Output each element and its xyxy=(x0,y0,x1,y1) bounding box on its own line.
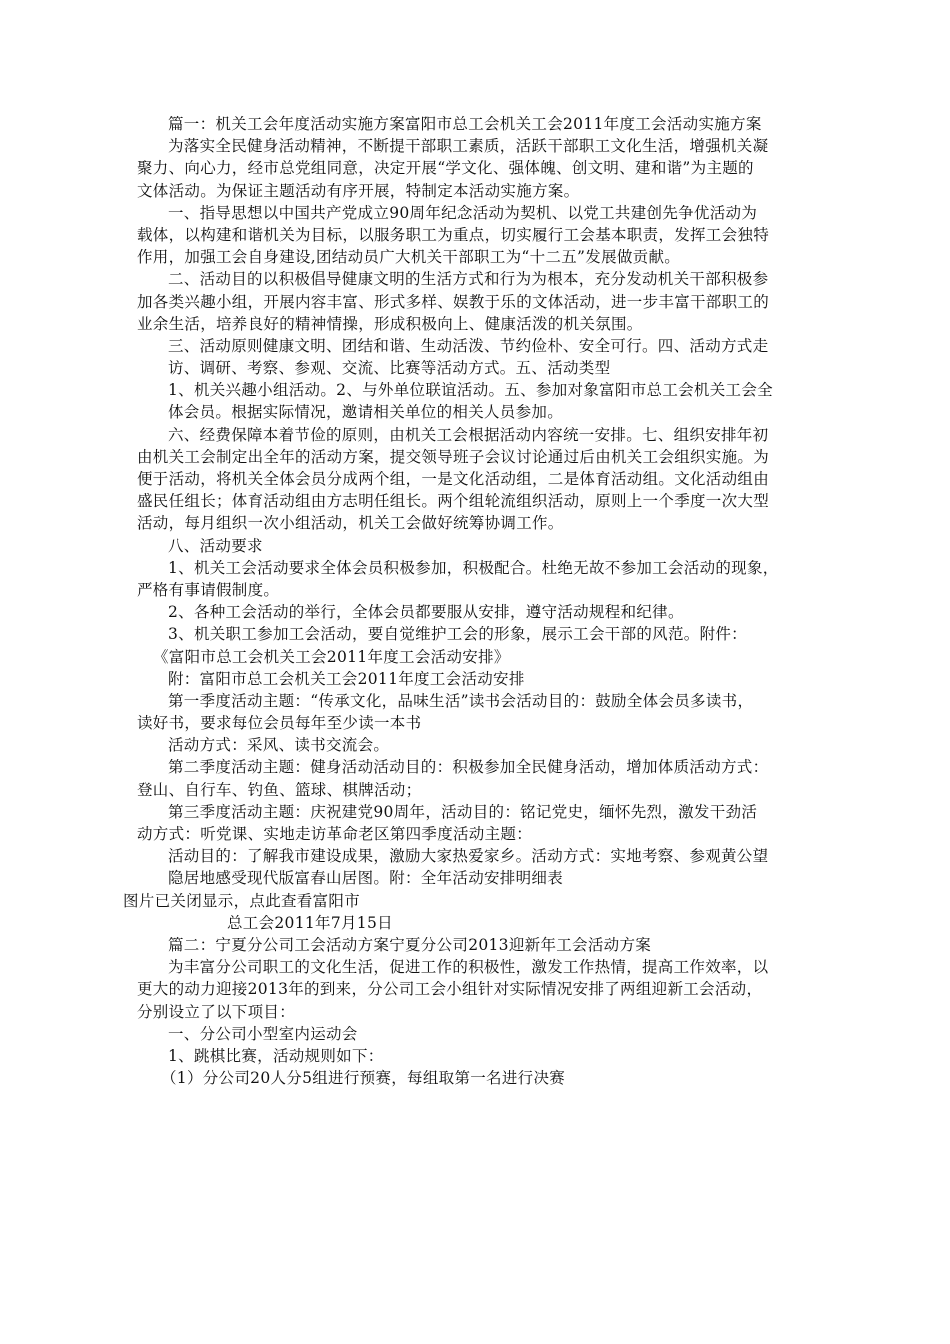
text-line: 更大的动力迎接2013年的到来，分公司工会小组针对实际情况安排了两组迎新工会活动， xyxy=(137,980,763,999)
text-line: 分别设立了以下项目： xyxy=(137,1002,296,1021)
text-line: 《富阳市总工会机关工会2011年度工会活动安排》 xyxy=(153,647,510,666)
text-line: 访、调研、考察、参观、交流、比赛等活动方式。五、活动类型 xyxy=(168,359,611,378)
text-line: 登山、自行车、钓鱼、篮球、棋牌活动； xyxy=(137,780,422,799)
text-line: 1、跳棋比赛，活动规则如下： xyxy=(168,1046,384,1065)
text-line: 第二季度活动主题：健身活动活动目的：积极参加全民健身活动，增加体质活动方式： xyxy=(168,758,769,777)
image-disabled-link[interactable]: 图片已关闭显示，点此查看富阳市 xyxy=(123,891,361,910)
text-line: 1、机关工会活动要求全体会员积极参加，积极配合。杜绝无故不参加工会活动的现象， xyxy=(168,558,779,577)
text-line: 第一季度活动主题：“传承文化，品味生活”读书会活动目的：鼓励全体会员多读书， xyxy=(168,691,754,710)
text-line: 载体，以构建和谐机关为目标，以服务职工为重点，切实履行工会基本职责，发挥工会独特 xyxy=(137,225,770,244)
document-date: 总工会2011年7月15日 xyxy=(227,913,393,932)
text-line: 一、分公司小型室内运动会 xyxy=(168,1024,358,1043)
text-line: 活动目的：了解我市建设成果，激励大家热爱家乡。活动方式：实地考察、参观黄公望 xyxy=(168,847,769,866)
text-line: 作用，加强工会自身建设,团结动员广大机关干部职工为“十二五”发展做贡献。 xyxy=(137,248,681,267)
text-line: 为落实全民健身活动精神，不断提干部职工素质，活跃干部职工文化生活，增强机关凝 xyxy=(168,137,769,156)
text-line: 严格有事请假制度。 xyxy=(137,580,280,599)
text-line: 活动，每月组织一次小组活动，机关工会做好统筹协调工作。 xyxy=(137,514,564,533)
text-line: 业余生活，培养良好的精神情操，形成积极向上、健康活泼的机关氛围。 xyxy=(137,314,643,333)
text-line: 读好书，要求每位会员每年至少读一本书 xyxy=(137,714,422,733)
text-line: 盛民任组长；体育活动组由方志明任组长。两个组轮流组织活动，原则上一个季度一次大型 xyxy=(137,492,770,511)
document-page xyxy=(123,113,820,1089)
text-line: 二、活动目的以积极倡导健康文明的生活方式和行为为根本，充分发动机关干部积极参 xyxy=(168,270,769,289)
text-line: 八、活动要求 xyxy=(168,536,263,555)
text-line: 为丰富分公司职工的文化生活，促进工作的积极性，激发工作热情，提高工作效率，以 xyxy=(168,958,769,977)
text-line: 由机关工会制定出全年的活动方案，提交领导班子会议讨论通过后由机关工会组织实施。为 xyxy=(137,447,770,466)
text-line: 动方式：听党课、实地走访革命老区第四季度活动主题： xyxy=(137,825,533,843)
text-line: 2、各种工会活动的举行，全体会员都要服从安排，遵守活动规程和纪律。 xyxy=(168,603,684,622)
text-line: 三、活动原则健康文明、团结和谐、生动活泼、节约俭朴、安全可行。四、活动方式走 xyxy=(168,336,769,355)
text-line: （1）分公司20人分5组进行预赛，每组取第一名进行决赛 xyxy=(161,1069,566,1088)
text-line: 附：富阳市总工会机关工会2011年度工会活动安排 xyxy=(168,669,525,688)
text-line: 加各类兴趣小组，开展内容丰富、形式多样、娱教于乐的文体活动，进一步丰富干部职工的 xyxy=(137,292,770,311)
text-line: 第三季度活动主题：庆祝建党90周年，活动目的：铭记党史，缅怀先烈，激发干劲活 xyxy=(168,802,758,821)
text-line: 篇一：机关工会年度活动实施方案富阳市总工会机关工会2011年度工会活动实施方案 xyxy=(168,115,762,133)
text-line: 文体活动。为保证主题活动有序开展，特制定本活动实施方案。 xyxy=(137,181,580,200)
text-line: 3、机关职工参加工会活动，要自觉维护工会的形象，展示工会干部的风范。附件： xyxy=(168,625,747,644)
text-line: 一、指导思想以中国共产党成立90周年纪念活动为契机、以党工共建创先争优活动为 xyxy=(168,203,758,222)
text-line: 篇二：宁夏分公司工会活动方案宁夏分公司2013迎新年工会活动方案 xyxy=(168,935,652,954)
text-line: 活动方式：采风、读书交流会。 xyxy=(168,736,390,755)
text-line: 便于活动，将机关全体会员分成两个组，一是文化活动组，二是体育活动组。文化活动组由 xyxy=(137,470,770,488)
text-line: 六、经费保障本着节俭的原则，由机关工会根据活动内容统一安排。七、组织安排年初 xyxy=(168,425,769,444)
text-line: 聚力、向心力，经市总党组同意，决定开展“学文化、强体魄、创文明、建和谐”为主题的 xyxy=(137,159,754,178)
text-line: 1、机关兴趣小组活动。2、与外单位联谊活动。五、参加对象富阳市总工会机关工会全 xyxy=(168,381,773,400)
text-line: 隐居地感受现代版富春山居图。附：全年活动安排明细表 xyxy=(168,869,564,888)
text-line: 体会员。根据实际情况，邀请相关单位的相关人员参加。 xyxy=(168,403,564,422)
